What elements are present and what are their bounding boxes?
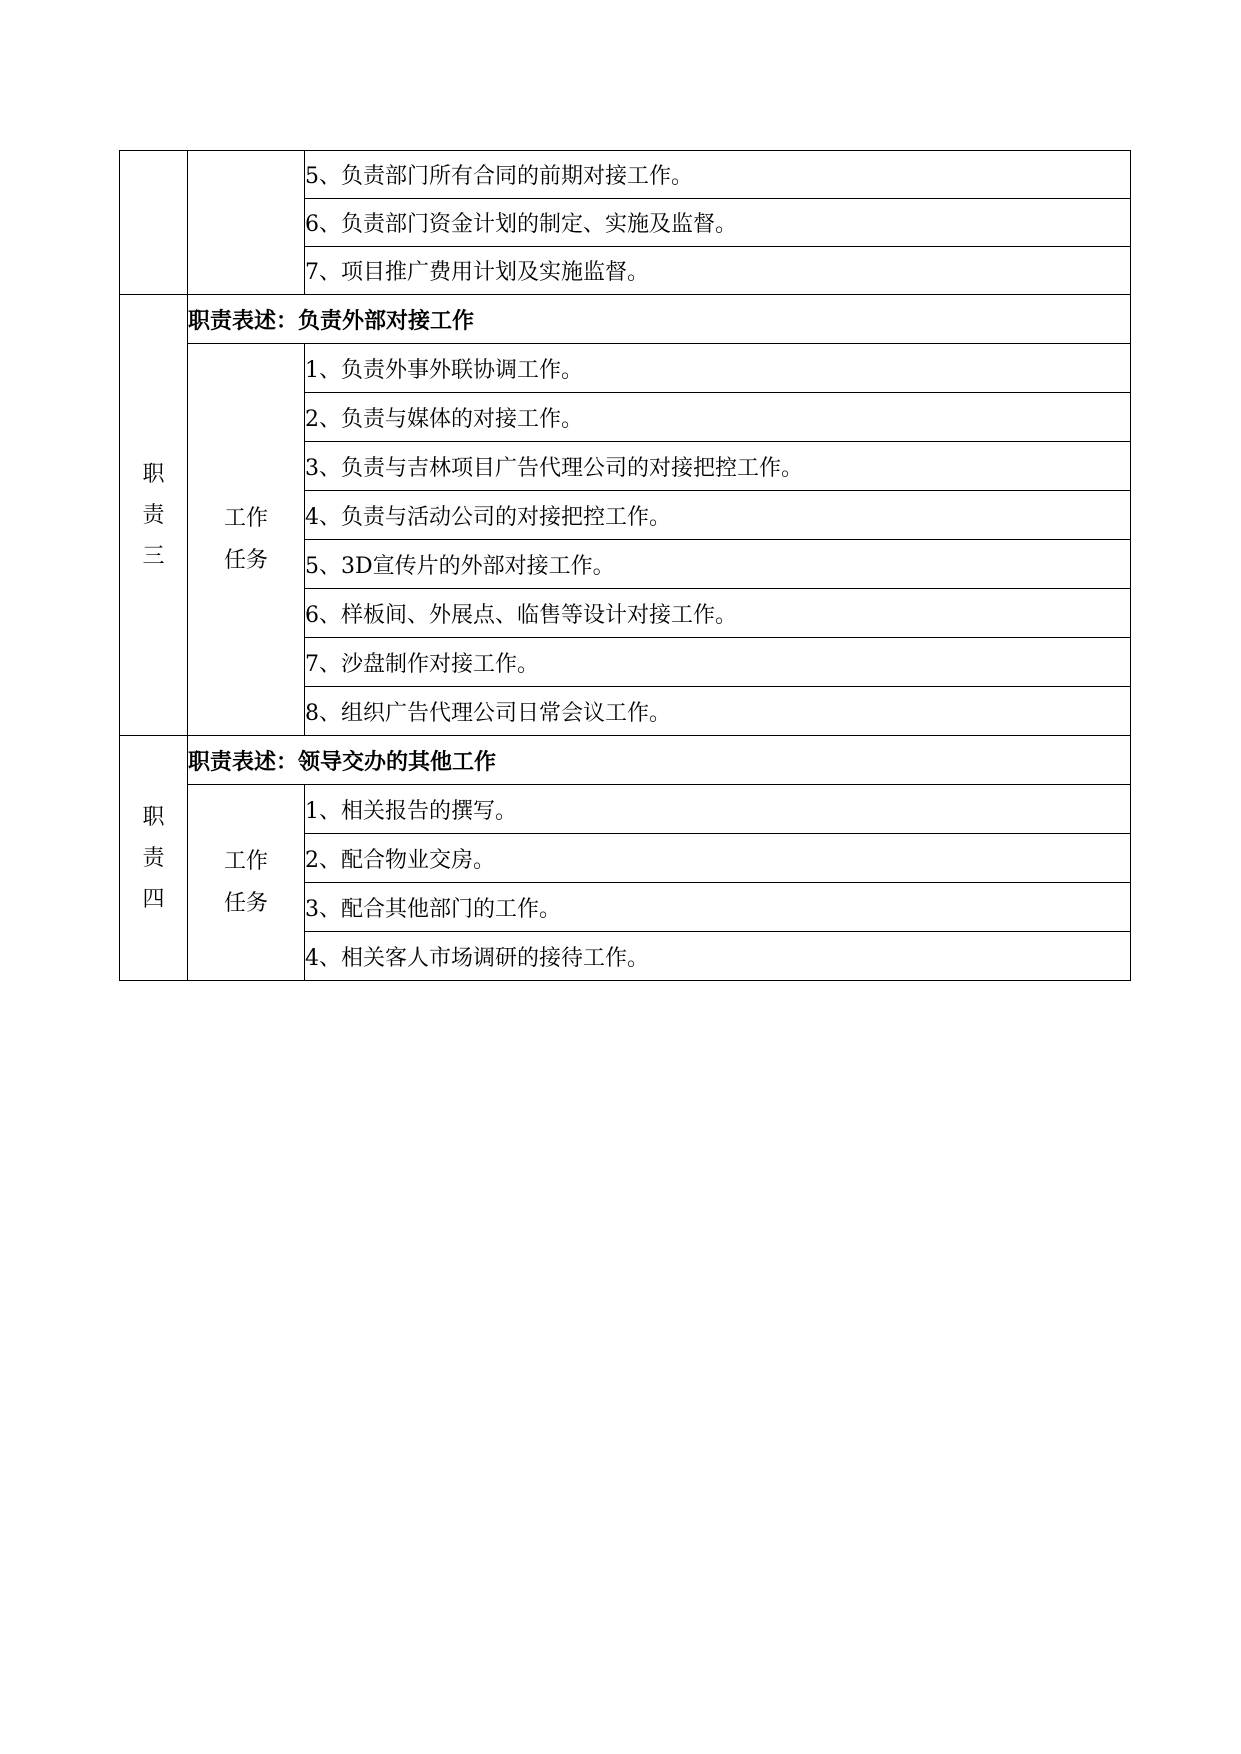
task-item: 8、组织广告代理公司日常会议工作。 [305,687,1131,736]
duty-3-label-line: 责 [142,502,165,528]
table-row [120,295,1131,344]
table-row [120,151,1131,199]
duty-4-label-line: 四 [142,886,165,912]
duty-4-description: 职责表述：领导交办的其他工作 [188,736,1131,785]
task-label-line: 任务 [223,547,268,573]
duty-3-label-line: 三 [142,543,165,569]
table-row [120,344,1131,393]
prev-duty-label-cell [120,151,188,295]
duty-4-label-line: 职 [142,804,165,830]
task-item: 3、负责与吉林项目广告代理公司的对接把控工作。 [305,442,1131,491]
task-item: 2、负责与媒体的对接工作。 [305,393,1131,442]
duty-4-task-label [188,785,305,981]
duty-table [119,150,1131,981]
duty-4-label-line: 责 [142,845,165,871]
task-item: 2、配合物业交房。 [305,834,1131,883]
task-item: 7、沙盘制作对接工作。 [305,638,1131,687]
task-item: 6、样板间、外展点、临售等设计对接工作。 [305,589,1131,638]
duty-3-label [120,295,188,736]
task-item: 5、3D宣传片的外部对接工作。 [305,540,1131,589]
duty-3-label-line: 职 [142,461,165,487]
task-item: 4、相关客人市场调研的接待工作。 [305,932,1131,981]
task-item: 3、配合其他部门的工作。 [305,883,1131,932]
task-item: 1、相关报告的撰写。 [305,785,1131,834]
task-item: 5、负责部门所有合同的前期对接工作。 [305,151,1131,199]
task-item: 7、项目推广费用计划及实施监督。 [305,247,1131,295]
table-row [120,736,1131,785]
task-label-line: 工作 [223,848,268,874]
task-item: 4、负责与活动公司的对接把控工作。 [305,491,1131,540]
duty-3-task-label [188,344,305,736]
table-row [120,785,1131,834]
prev-task-label-cell [188,151,305,295]
task-label-line: 工作 [223,505,268,531]
duty-3-description: 职责表述：负责外部对接工作 [188,295,1131,344]
task-item: 6、负责部门资金计划的制定、实施及监督。 [305,199,1131,247]
task-label-line: 任务 [223,890,268,916]
task-item: 1、负责外事外联协调工作。 [305,344,1131,393]
duty-4-label [120,736,188,981]
